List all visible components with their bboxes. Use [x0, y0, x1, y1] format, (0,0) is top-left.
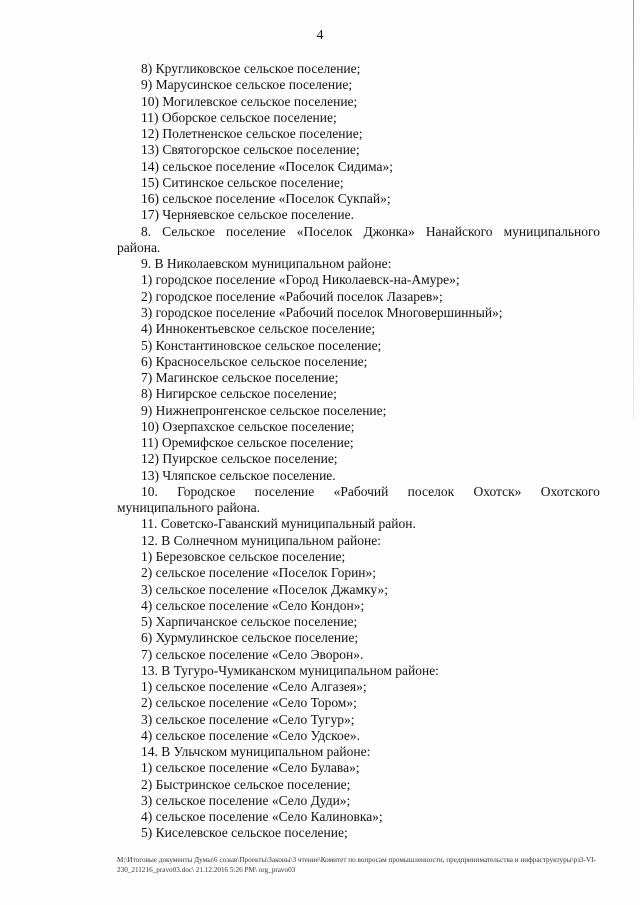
word: Нанайского — [425, 223, 493, 239]
list-item: 13) Святогорское сельское поселение; — [141, 142, 360, 158]
section-heading: 9. В Николаевском муниципальном районе: — [141, 256, 392, 272]
paragraph-line: района. — [117, 239, 161, 255]
list-item: 1) Березовское сельское поселение; — [141, 548, 346, 564]
list-item: 12) Полетненское сельское поселение; — [141, 126, 363, 142]
list-item: 9) Марусинское сельское поселение; — [141, 77, 353, 93]
list-item: 1) сельское поселение «Село Булава»; — [141, 760, 360, 776]
word: Охотск» — [473, 483, 522, 499]
page-number: 4 — [316, 28, 324, 43]
list-item: 11) Оборское сельское поселение; — [141, 109, 337, 125]
list-item: 3) сельское поселение «Поселок Джамку»; — [141, 581, 388, 597]
word: «Поселок — [296, 223, 353, 239]
list-item: 12) Пуирское сельское поселение; — [141, 451, 338, 467]
list-item: 10) Могилевское сельское поселение; — [141, 93, 358, 109]
section-heading: 14. В Ульчском муниципальном районе: — [141, 744, 371, 760]
paragraph-line — [0, 484, 640, 500]
list-item: 3) сельское поселение «Село Тугур»; — [141, 711, 355, 727]
list-item: 5) Киселевское сельское поселение; — [141, 825, 348, 841]
section-heading: 12. В Солнечном муниципальном районе: — [141, 532, 381, 548]
paragraph-line: муниципального района. — [117, 500, 261, 516]
word: поселение — [226, 223, 286, 239]
section-heading: 13. В Тугуро-Чумиканском муниципальном районе: — [141, 662, 439, 678]
list-item: 4) Иннокентьевское сельское поселение; — [141, 321, 376, 337]
list-item: 14) сельское поселение «Поселок Сидима»; — [141, 158, 393, 174]
list-item: 3) городское поселение «Рабочий поселок Многовершинный»; — [141, 304, 503, 320]
word: «Рабочий — [333, 483, 389, 499]
list-item: 5) Константиновское сельское поселение; — [141, 337, 382, 353]
word: муниципального — [503, 223, 600, 239]
list-item: 4) сельское поселение «Село Удское». — [141, 727, 361, 743]
list-item: 16) сельское поселение «Поселок Сукпай»; — [141, 191, 391, 207]
file-path-footer: М:\Итоговые документы Думы\6 созыв\Проекты\Законы\3 чтение\Комитет по вопросам промышленности, предпринимательства и инфраструктуры\рз3-VI-230_211216_pravo03.doc\ 21.12.2016 5:26 PM\ org_pravo03 — [117, 856, 597, 874]
word: поселок — [407, 483, 455, 499]
word: Охотского — [540, 483, 600, 499]
document-body — [0, 61, 640, 842]
list-item: 5) Харпичанское сельское поселение; — [141, 614, 358, 630]
list-item: 2) Быстринское сельское поселение; — [141, 776, 351, 792]
list-item: 10) Озерпахское сельское поселение; — [141, 418, 355, 434]
list-item: 7) Магинское сельское поселение; — [141, 370, 339, 386]
list-item: 11) Оремифское сельское поселение; — [141, 435, 354, 451]
list-item: 4) сельское поселение «Село Калиновка»; — [141, 809, 383, 825]
list-item: 4) сельское поселение «Село Кондон»; — [141, 597, 365, 613]
list-item: 2) сельское поселение «Село Тором»; — [141, 695, 357, 711]
list-item: 6) Хурмулинское сельское поселение; — [141, 630, 359, 646]
list-item: 7) сельское поселение «Село Эворон». — [141, 646, 364, 662]
section-heading: 11. Советско-Гаванский муниципальный район. — [141, 516, 416, 532]
list-item: 8) Кругликовское сельское поселение; — [141, 61, 361, 76]
list-item: 8) Нигирское сельское поселение; — [141, 386, 337, 402]
word: поселение — [254, 483, 315, 499]
list-item: 2) городское поселение «Рабочий поселок Лазарев»; — [141, 288, 443, 304]
word: Городское — [177, 483, 236, 499]
list-item: 13) Чляпское сельское поселение. — [141, 467, 336, 483]
list-item: 15) Ситинское сельское поселение; — [141, 174, 344, 190]
list-item: 3) сельское поселение «Село Дуди»; — [141, 792, 351, 808]
word: 8. — [141, 223, 152, 239]
list-item: 2) сельское поселение «Поселок Горин»; — [141, 565, 377, 581]
list-item: 1) городское поселение «Город Николаевск-на-Амуре»; — [141, 272, 460, 288]
paragraph-line — [0, 224, 640, 240]
word: Джонка» — [363, 223, 415, 239]
list-item: 9) Нижнепронгенское сельское поселение; — [141, 402, 387, 418]
word: 10. — [141, 483, 158, 499]
list-item: 1) сельское поселение «Село Алгазея»; — [141, 679, 367, 695]
word: Сельское — [162, 223, 215, 239]
list-item: 17) Черняевское сельское поселение. — [141, 207, 354, 223]
list-item: 6) Красносельское сельское поселение; — [141, 353, 368, 369]
